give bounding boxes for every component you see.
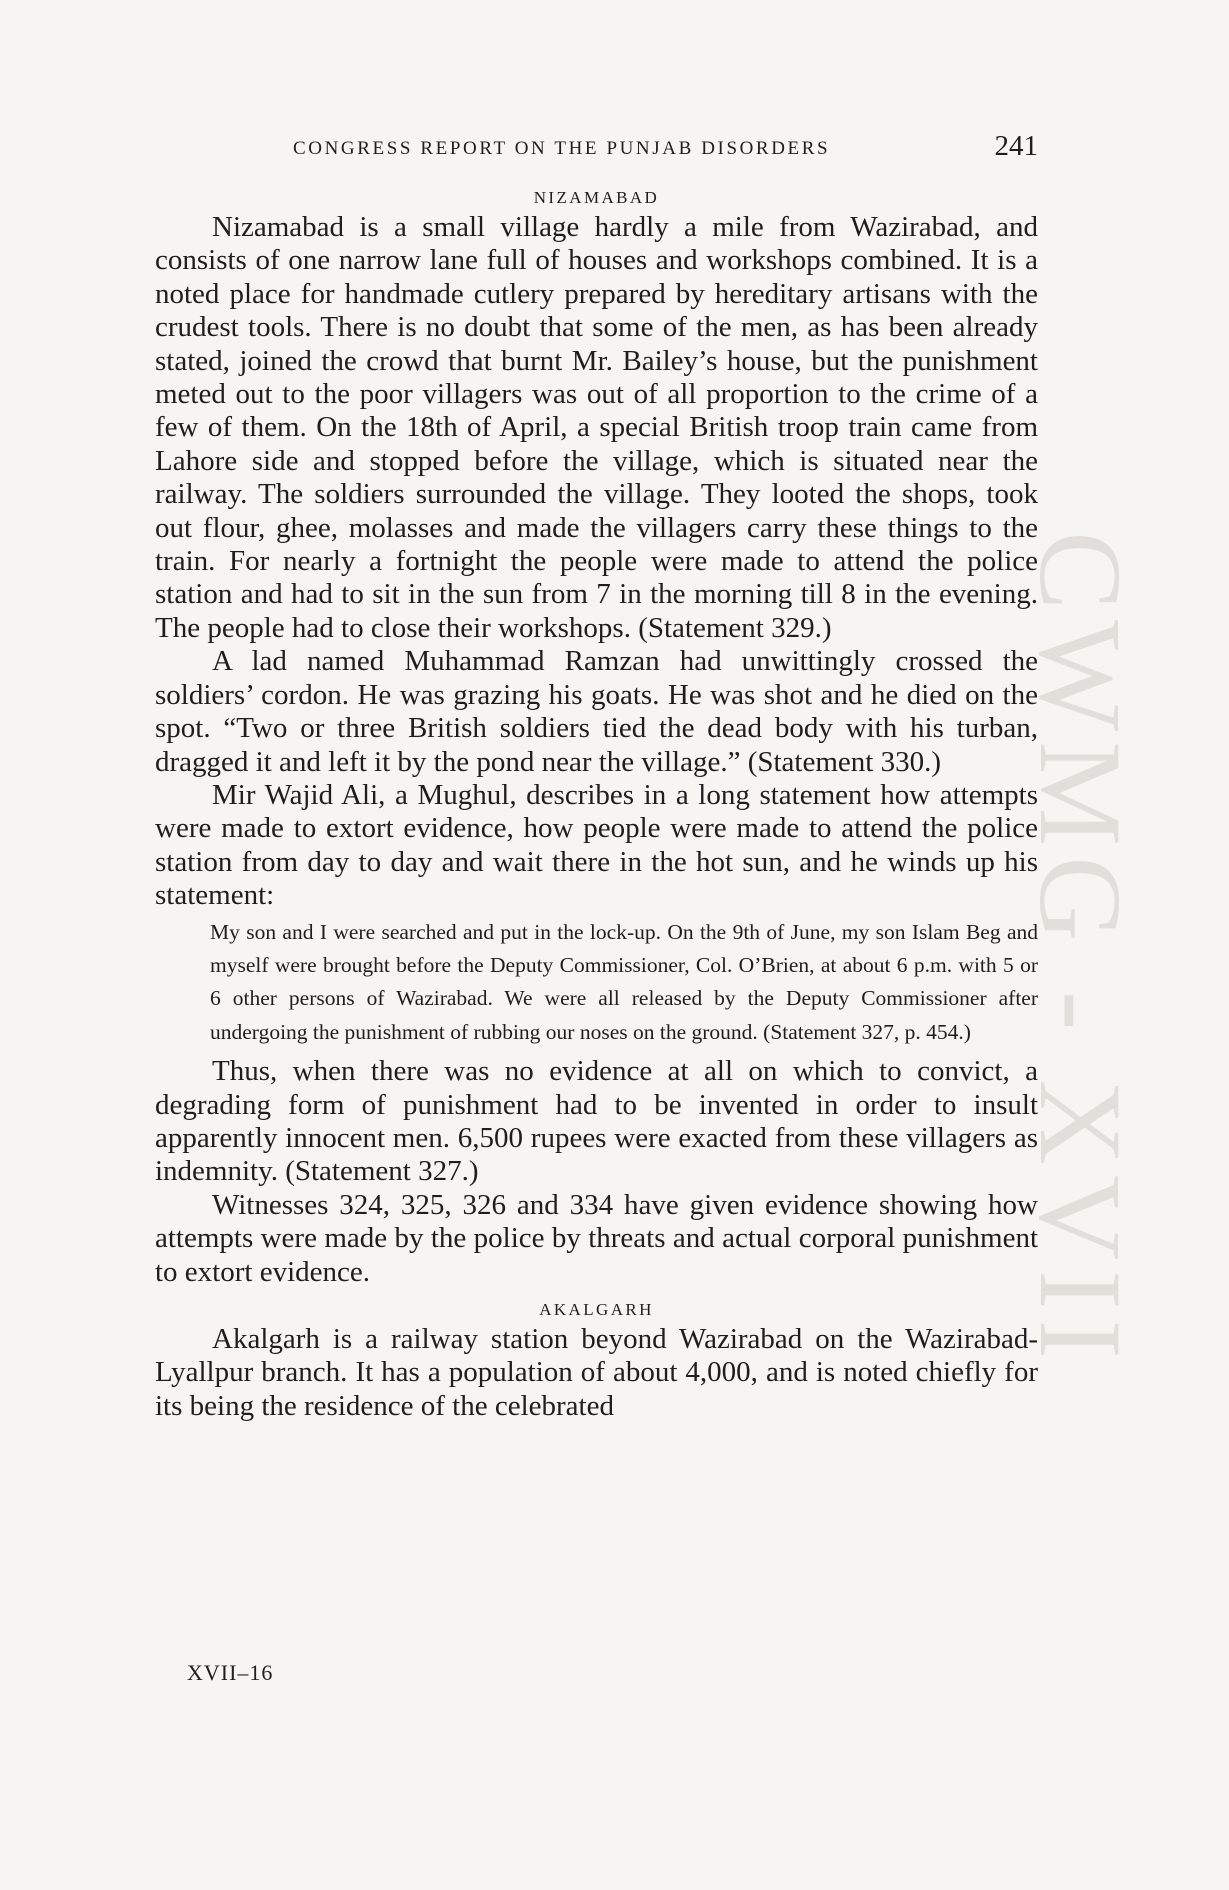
watermark-text: CWMG - XVII: [1015, 531, 1146, 1369]
paragraph: A lad named Muhammad Ramzan had unwittingly crossed the soldiers’ cordon. He was grazing his goats. He was shot and he died on the spot. “Two or three British soldiers tied the dead body with his turban, dragged it and left it by the pond near the village.” (Statement 330.): [155, 645, 1038, 778]
section-heading-nizamabad: NIZAMABAD: [533, 188, 660, 207]
block-quote: My son and I were searched and put in the lock-up. On the 9th of June, my son Islam Beg and myself were brought before the Deputy Commissioner, Col. O’Brien, at about 6 p.m. with 5 or 6 other persons of Wazirabad. We were all released by the Deputy Commissioner after undergoing the punishment of rubbing our noses on the ground. (Statement 327, p. 454.): [210, 919, 1038, 1044]
page-body: [155, 185, 1038, 1423]
paragraph: Thus, when there was no evidence at all on which to convict, a degrading form of punishment had to be invented in order to insult apparently innocent men. 6,500 rupees were exacted from these villagers as indemnity. (Statement 327.): [155, 1055, 1038, 1188]
watermark: [1015, 470, 1146, 1430]
section-heading-akalgarh: AKALGARH: [539, 1300, 654, 1319]
page-header: [155, 130, 1038, 164]
running-title: CONGRESS REPORT ON THE PUNJAB DISORDERS: [293, 138, 831, 159]
paragraph: Akalgarh is a railway station beyond Wazirabad on the Wazirabad-Lyallpur branch. It has a population of about 4,000, and is noted chiefly for its being the residence of the celebrated: [155, 1323, 1038, 1422]
paragraph: Witnesses 324, 325, 326 and 334 have given evidence showing how attempts were made by the police by threats and actual corporal punishment to extort evidence.: [155, 1188, 1038, 1288]
paragraph: Nizamabad is a small village hardly a mile from Wazirabad, and consists of one narrow lane full of houses and workshops combined. It is a noted place for handmade cutlery prepared by hereditary artisans with the crudest tools. There is no doubt that some of the men, as has been already stated, joined the crowd that burnt Mr. Bailey’s house, but the punishment meted out to the poor villagers was out of all proportion to the crime of a few of them. On the 18th of April, a special British troop train came from Lahore side and stopped before the village, which is situated near the railway. The soldiers surrounded the village. They looted the shops, took out flour, ghee, molasses and made the villagers carry these things to the train. For nearly a fortnight the people were made to attend the police station and had to sit in the sun from 7 in the morning till 8 in the evening. The people had to close their workshops. (Statement 329.): [155, 211, 1038, 644]
paragraph: Mir Wajid Ali, a Mughul, describes in a long statement how attempts were made to extort evidence, how people were made to attend the police station from day to day and wait there in the hot sun, and he winds up his statement:: [155, 778, 1038, 912]
page-number: 241: [994, 130, 1038, 162]
page-footer-signature: XVII–16: [187, 1660, 274, 1685]
